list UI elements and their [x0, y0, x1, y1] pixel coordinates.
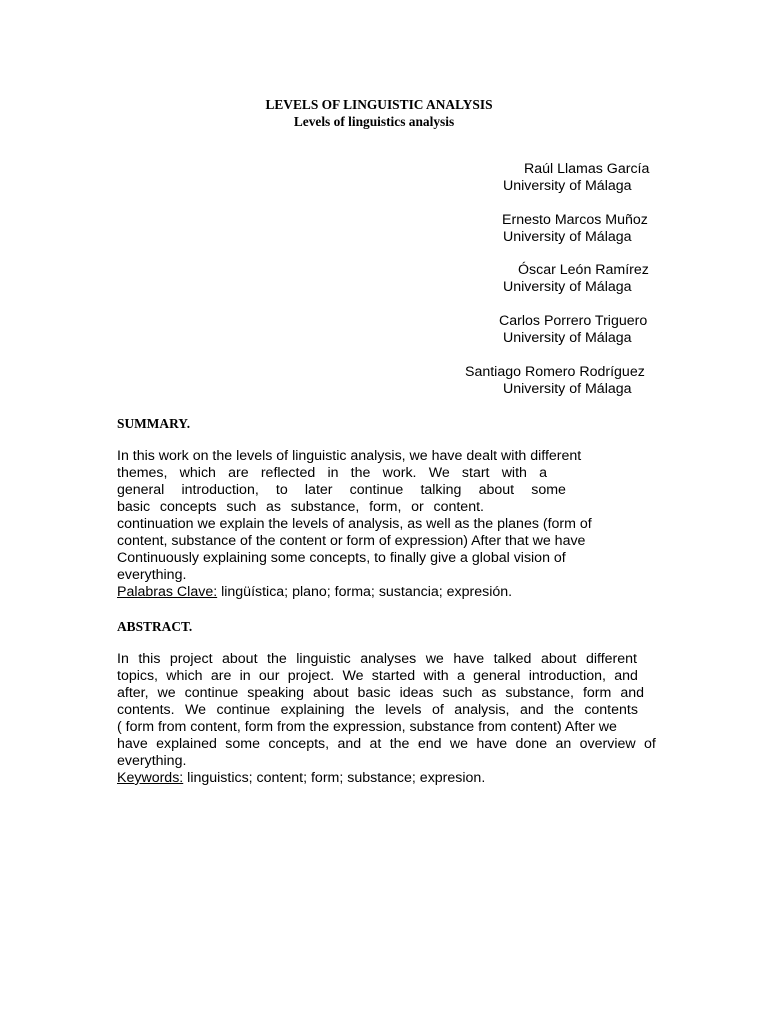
word: in [327, 465, 339, 481]
summary-line: content, substance of the content or form of expression) After that we have [117, 533, 586, 549]
summary-line [117, 499, 484, 516]
summary-line [117, 465, 547, 482]
word: different [585, 651, 637, 667]
word: or [411, 499, 424, 515]
word: introduction, [181, 482, 259, 498]
summary-line [117, 482, 566, 499]
word: in [239, 668, 251, 684]
summary-heading: SUMMARY. [117, 416, 191, 431]
word: about [540, 651, 577, 667]
word: continue [216, 702, 271, 718]
author-affiliation: University of Málaga [503, 279, 632, 295]
word: we [425, 651, 444, 667]
word: content. [433, 499, 484, 515]
word: project [169, 651, 213, 667]
word: linguistic [296, 651, 351, 667]
abstract-keywords-label: Keywords: [117, 770, 184, 786]
word: with [423, 668, 449, 684]
word: reflected [260, 465, 316, 481]
author-name: Santiago Romero Rodríguez [465, 364, 645, 380]
word: at [369, 736, 382, 752]
word: and [519, 702, 544, 718]
word: we [449, 736, 469, 752]
word: some [531, 482, 566, 498]
abstract-keywords: linguistics; content; form; substance; expresion. [183, 770, 486, 786]
word: have [117, 736, 148, 752]
word: a [539, 465, 547, 481]
word: such [442, 685, 473, 701]
word: have [453, 651, 485, 667]
word: substance, [290, 499, 360, 515]
word: some [225, 736, 260, 752]
summary-keywords: lingüística; plano; forma; sustancia; expresión. [217, 584, 513, 600]
abstract-line [117, 702, 638, 719]
word: We [342, 668, 364, 684]
word: continue [349, 482, 404, 498]
word: the [554, 702, 574, 718]
word: ideas [399, 685, 434, 701]
word: to [275, 482, 288, 498]
word: analyses [360, 651, 417, 667]
author-block [502, 212, 648, 246]
abstract-line [117, 651, 637, 668]
word: done [515, 736, 548, 752]
word: explained [156, 736, 217, 752]
word: contents [584, 702, 638, 718]
word: with [501, 465, 527, 481]
word: the [267, 651, 287, 667]
author-block [499, 313, 647, 347]
author-name: Raúl Llamas García [524, 161, 650, 177]
summary-paragraph [117, 448, 644, 601]
word: levels [385, 702, 422, 718]
summary-line: continuation we explain the levels of analysis, as well as the planes (form of [117, 516, 592, 532]
word: talked [493, 651, 532, 667]
summary-keywords-line [117, 584, 644, 601]
word: of [643, 736, 656, 752]
word: basic [117, 499, 151, 515]
word: as [266, 499, 282, 515]
word: about [313, 685, 349, 701]
word: about [222, 651, 258, 667]
word: have [476, 736, 508, 752]
author-affiliation: University of Málaga [503, 178, 632, 194]
abstract-line [117, 668, 638, 685]
word: about [478, 482, 515, 498]
summary-line: everything. [117, 567, 187, 583]
word: end [417, 736, 442, 752]
author-affiliation: University of Málaga [503, 330, 632, 346]
word: substance, [505, 685, 574, 701]
word: started [371, 668, 416, 684]
abstract-line: everything. [117, 753, 187, 769]
word: explaining [280, 702, 345, 718]
author-name: Óscar León Ramírez [518, 262, 649, 278]
word: concepts [159, 499, 217, 515]
word: overview [579, 736, 636, 752]
author-block [465, 364, 645, 398]
word: the [350, 465, 371, 481]
word: work. [382, 465, 417, 481]
word: such [226, 499, 257, 515]
author-name: Carlos Porrero Triguero [499, 313, 648, 329]
word: which [166, 668, 203, 684]
word: an [555, 736, 572, 752]
word: which [179, 465, 216, 481]
word: analysis, [454, 702, 510, 718]
word: continue [184, 685, 239, 701]
title-block [0, 96, 768, 130]
word: concepts, [268, 736, 330, 752]
word: general [473, 668, 521, 684]
summary-line: Continuously explaining some concepts, to finally give a global vision of [117, 550, 566, 566]
word: topics, [117, 668, 159, 684]
word: and [337, 736, 362, 752]
word: form, [369, 499, 402, 515]
word: after, [117, 685, 149, 701]
author-affiliation: University of Málaga [503, 229, 632, 245]
paper-title: LEVELS OF LINGUISTIC ANALYSIS [265, 97, 493, 112]
word: talking [420, 482, 462, 498]
word: general [117, 482, 165, 498]
author-name: Ernesto Marcos Muñoz [502, 212, 648, 228]
word: We [428, 465, 450, 481]
word: contents. [117, 702, 175, 718]
word: the [389, 736, 410, 752]
word: In [117, 651, 129, 667]
word: speaking [247, 685, 305, 701]
word: themes, [117, 465, 168, 481]
word: our [258, 668, 280, 684]
word: this [138, 651, 161, 667]
word: of [431, 702, 444, 718]
abstract-heading: ABSTRACT. [117, 619, 193, 634]
author-affiliation: University of Málaga [503, 381, 632, 397]
word: are [210, 668, 232, 684]
word: as [481, 685, 497, 701]
word: and [614, 668, 638, 684]
word: project. [287, 668, 335, 684]
word: a [456, 668, 465, 684]
abstract-line [117, 736, 656, 753]
abstract-keywords-line [117, 770, 643, 787]
author-block [503, 262, 649, 296]
word: basic [357, 685, 391, 701]
word: We [185, 702, 207, 718]
abstract-line [117, 685, 644, 702]
summary-keywords-label: Palabras Clave: [117, 584, 218, 600]
word: form [582, 685, 612, 701]
author-block [503, 161, 649, 195]
word: are [228, 465, 249, 481]
word: and [620, 685, 644, 701]
abstract-line: ( form from content, form from the expression, substance from content) After we [117, 719, 617, 735]
abstract-paragraph [117, 651, 656, 787]
word: the [355, 702, 375, 718]
summary-line: In this work on the levels of linguistic analysis, we have dealt with different [117, 448, 582, 464]
word: we [157, 685, 176, 701]
paper-subtitle: Levels of linguistics analysis [293, 114, 455, 129]
word: introduction, [528, 668, 606, 684]
word: later [304, 482, 333, 498]
word: start [461, 465, 490, 481]
